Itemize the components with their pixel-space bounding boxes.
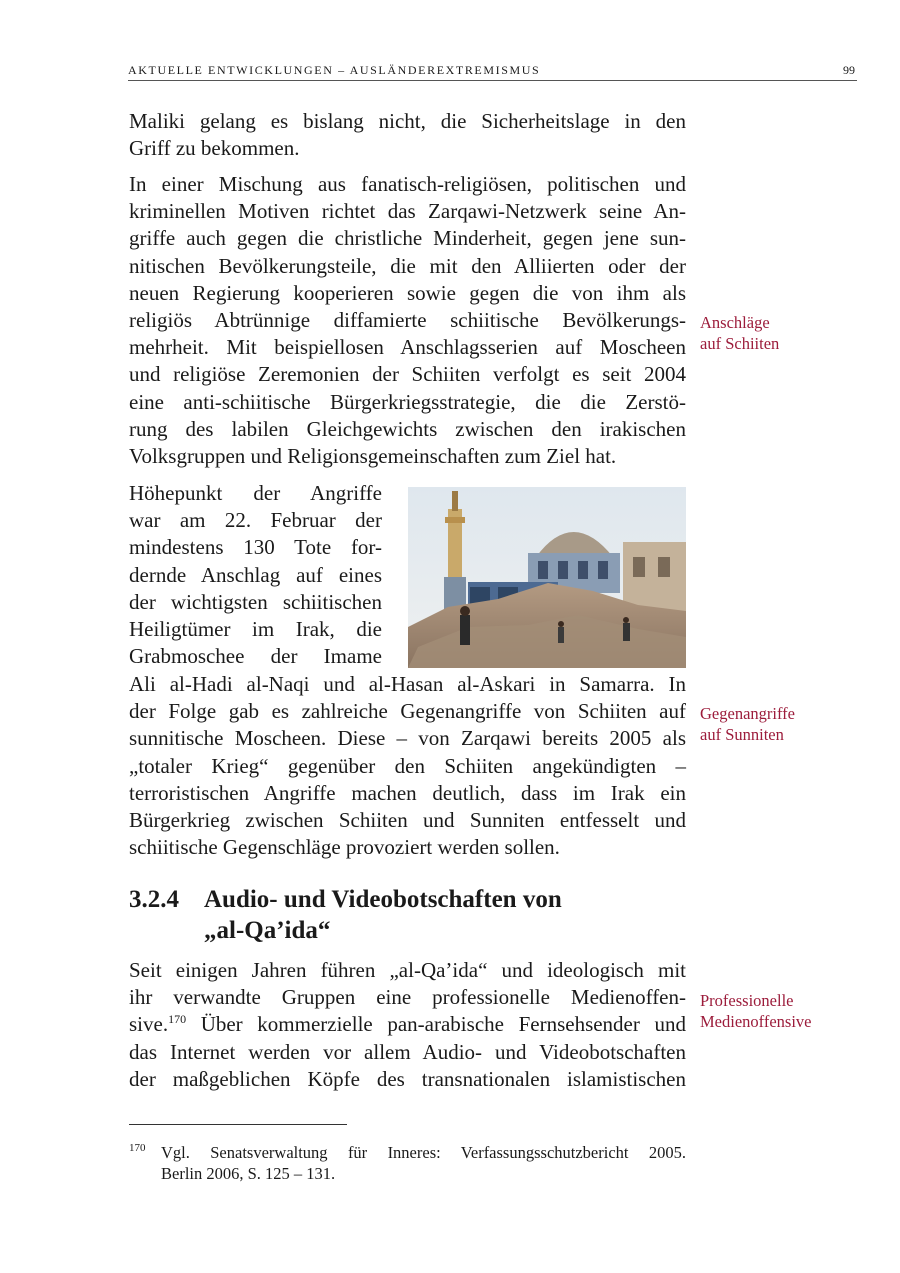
text-line: der Folge gab es zahlreiche Gegenangriffe von Schiiten auf bbox=[129, 699, 686, 724]
text-line: ihr verwandte Gruppen eine professionelle Medienoffen- bbox=[129, 985, 686, 1010]
mosque-ruins-illustration bbox=[408, 487, 686, 668]
footnote-reference[interactable]: 170 bbox=[168, 1012, 187, 1027]
footnote-number: 170 bbox=[129, 1142, 146, 1154]
text-line: Maliki gelang es bislang nicht, die Sicherheitslage in den bbox=[129, 109, 686, 133]
text-line: sunnitische Moscheen. Diese – von Zarqawi bereits 2005 als bbox=[129, 726, 686, 751]
text-line: schiitische Gegenschläge provoziert werden sollen. bbox=[129, 835, 560, 860]
footnote-line: Berlin 2006, S. 125 – 131. bbox=[161, 1164, 336, 1183]
text-line bbox=[129, 1011, 686, 1038]
text-line: der maßgeblichen Köpfe des transnationalen islamistischen bbox=[129, 1066, 686, 1091]
margin-note-line: auf Sunniten bbox=[700, 725, 784, 744]
text-line: nitischen Bevölkerungsteile, die mit den Alliierten oder der bbox=[129, 253, 686, 278]
text-line: Seit einigen Jahren führen „al-Qa’ida“ und ideologisch mit bbox=[129, 958, 686, 982]
text-line: griffe auch gegen die christliche Minderheit, gegen jene sun- bbox=[129, 226, 686, 251]
section-number: 3.2.4 bbox=[129, 886, 179, 913]
page-number: 99 bbox=[843, 63, 855, 77]
running-header bbox=[128, 62, 857, 81]
footnote bbox=[129, 1142, 686, 1184]
text-line: kriminellen Motiven richtet das Zarqawi-Netzwerk seine An- bbox=[129, 199, 686, 224]
text-line: und religiöse Zeremonien der Schiiten verfolgt es seit 2004 bbox=[129, 362, 686, 387]
paragraph-3-narrow bbox=[129, 480, 382, 670]
text-line: eine anti-schiitische Bürgerkriegsstrategie, die die Zerstö- bbox=[129, 389, 686, 414]
text-line: Griff zu bekommen. bbox=[129, 136, 300, 161]
margin-note-medienoffensive bbox=[700, 990, 812, 1032]
text-line: Höhepunkt der Angriffe bbox=[129, 481, 382, 505]
mosque-ruins-photo bbox=[408, 487, 686, 668]
paragraph-2 bbox=[129, 171, 686, 470]
text-line: terroristischen Angriffe machen deutlich, dass im Irak ein bbox=[129, 780, 686, 805]
text-line: religiös Abtrünnige diffamierte schiitische Bevölkerungs- bbox=[129, 308, 686, 333]
margin-note-line: Gegenangriffe bbox=[700, 704, 795, 723]
text-line: war am 22. Februar der bbox=[129, 508, 382, 533]
paragraph-1 bbox=[129, 108, 686, 162]
text-fragment: Über kommerzielle pan-arabische Fernsehsender und bbox=[186, 1012, 686, 1037]
margin-note-line: Anschläge bbox=[700, 313, 770, 332]
text-line: mehrheit. Mit beispiellosen Anschlagsserien auf Moscheen bbox=[129, 335, 686, 360]
margin-note-anschlaege bbox=[700, 312, 779, 354]
text-line: Volksgruppen und Religionsgemeinschaften zum Ziel hat. bbox=[129, 444, 617, 469]
margin-note-line: auf Schiiten bbox=[700, 334, 780, 353]
paragraph-4 bbox=[129, 957, 686, 1093]
running-header-title: AKTUELLE ENTWICKLUNGEN – AUSLÄNDEREXTREMISMUS bbox=[128, 63, 541, 77]
margin-note-gegenangriffe bbox=[700, 703, 795, 745]
text-line: Heiligtümer im Irak, die bbox=[129, 617, 382, 642]
text-line: dernde Anschlag auf eines bbox=[129, 562, 382, 587]
footnote-line: Vgl. Senatsverwaltung für Inneres: Verfassungsschutzbericht 2005. bbox=[161, 1143, 686, 1162]
text-line: neuen Regierung kooperieren sowie gegen die von ihm als bbox=[129, 280, 686, 305]
text-line: „totaler Krieg“ gegenüber den Schiiten angekündigten – bbox=[129, 753, 686, 778]
section-title-line-2: „al-Qa’ida“ bbox=[204, 917, 331, 944]
text-line: das Internet werden vor allem Audio- und Videobotschaften bbox=[129, 1039, 686, 1064]
text-line: Bürgerkrieg zwischen Schiiten und Sunniten entfesselt und bbox=[129, 808, 686, 833]
text-line: rung des labilen Gleichgewichts zwischen den irakischen bbox=[129, 416, 686, 441]
text-fragment: sive. bbox=[129, 1012, 169, 1037]
text-line: In einer Mischung aus fanatisch-religiösen, politischen und bbox=[129, 172, 686, 196]
text-line: Ali al-Hadi al-Naqi und al-Hasan al-Askari in Samarra. In bbox=[129, 672, 686, 696]
margin-note-line: Professionelle bbox=[700, 991, 794, 1010]
text-line: mindestens 130 Tote for- bbox=[129, 535, 382, 560]
footnote-divider bbox=[129, 1124, 347, 1125]
text-line: Grabmoschee der Imame bbox=[129, 644, 382, 669]
text-line: der wichtigsten schiitischen bbox=[129, 589, 382, 614]
section-title-line-1: Audio- und Videobotschaften von bbox=[204, 886, 562, 913]
paragraph-3-wide bbox=[129, 671, 686, 861]
margin-note-line: Medienoffensive bbox=[700, 1012, 812, 1031]
